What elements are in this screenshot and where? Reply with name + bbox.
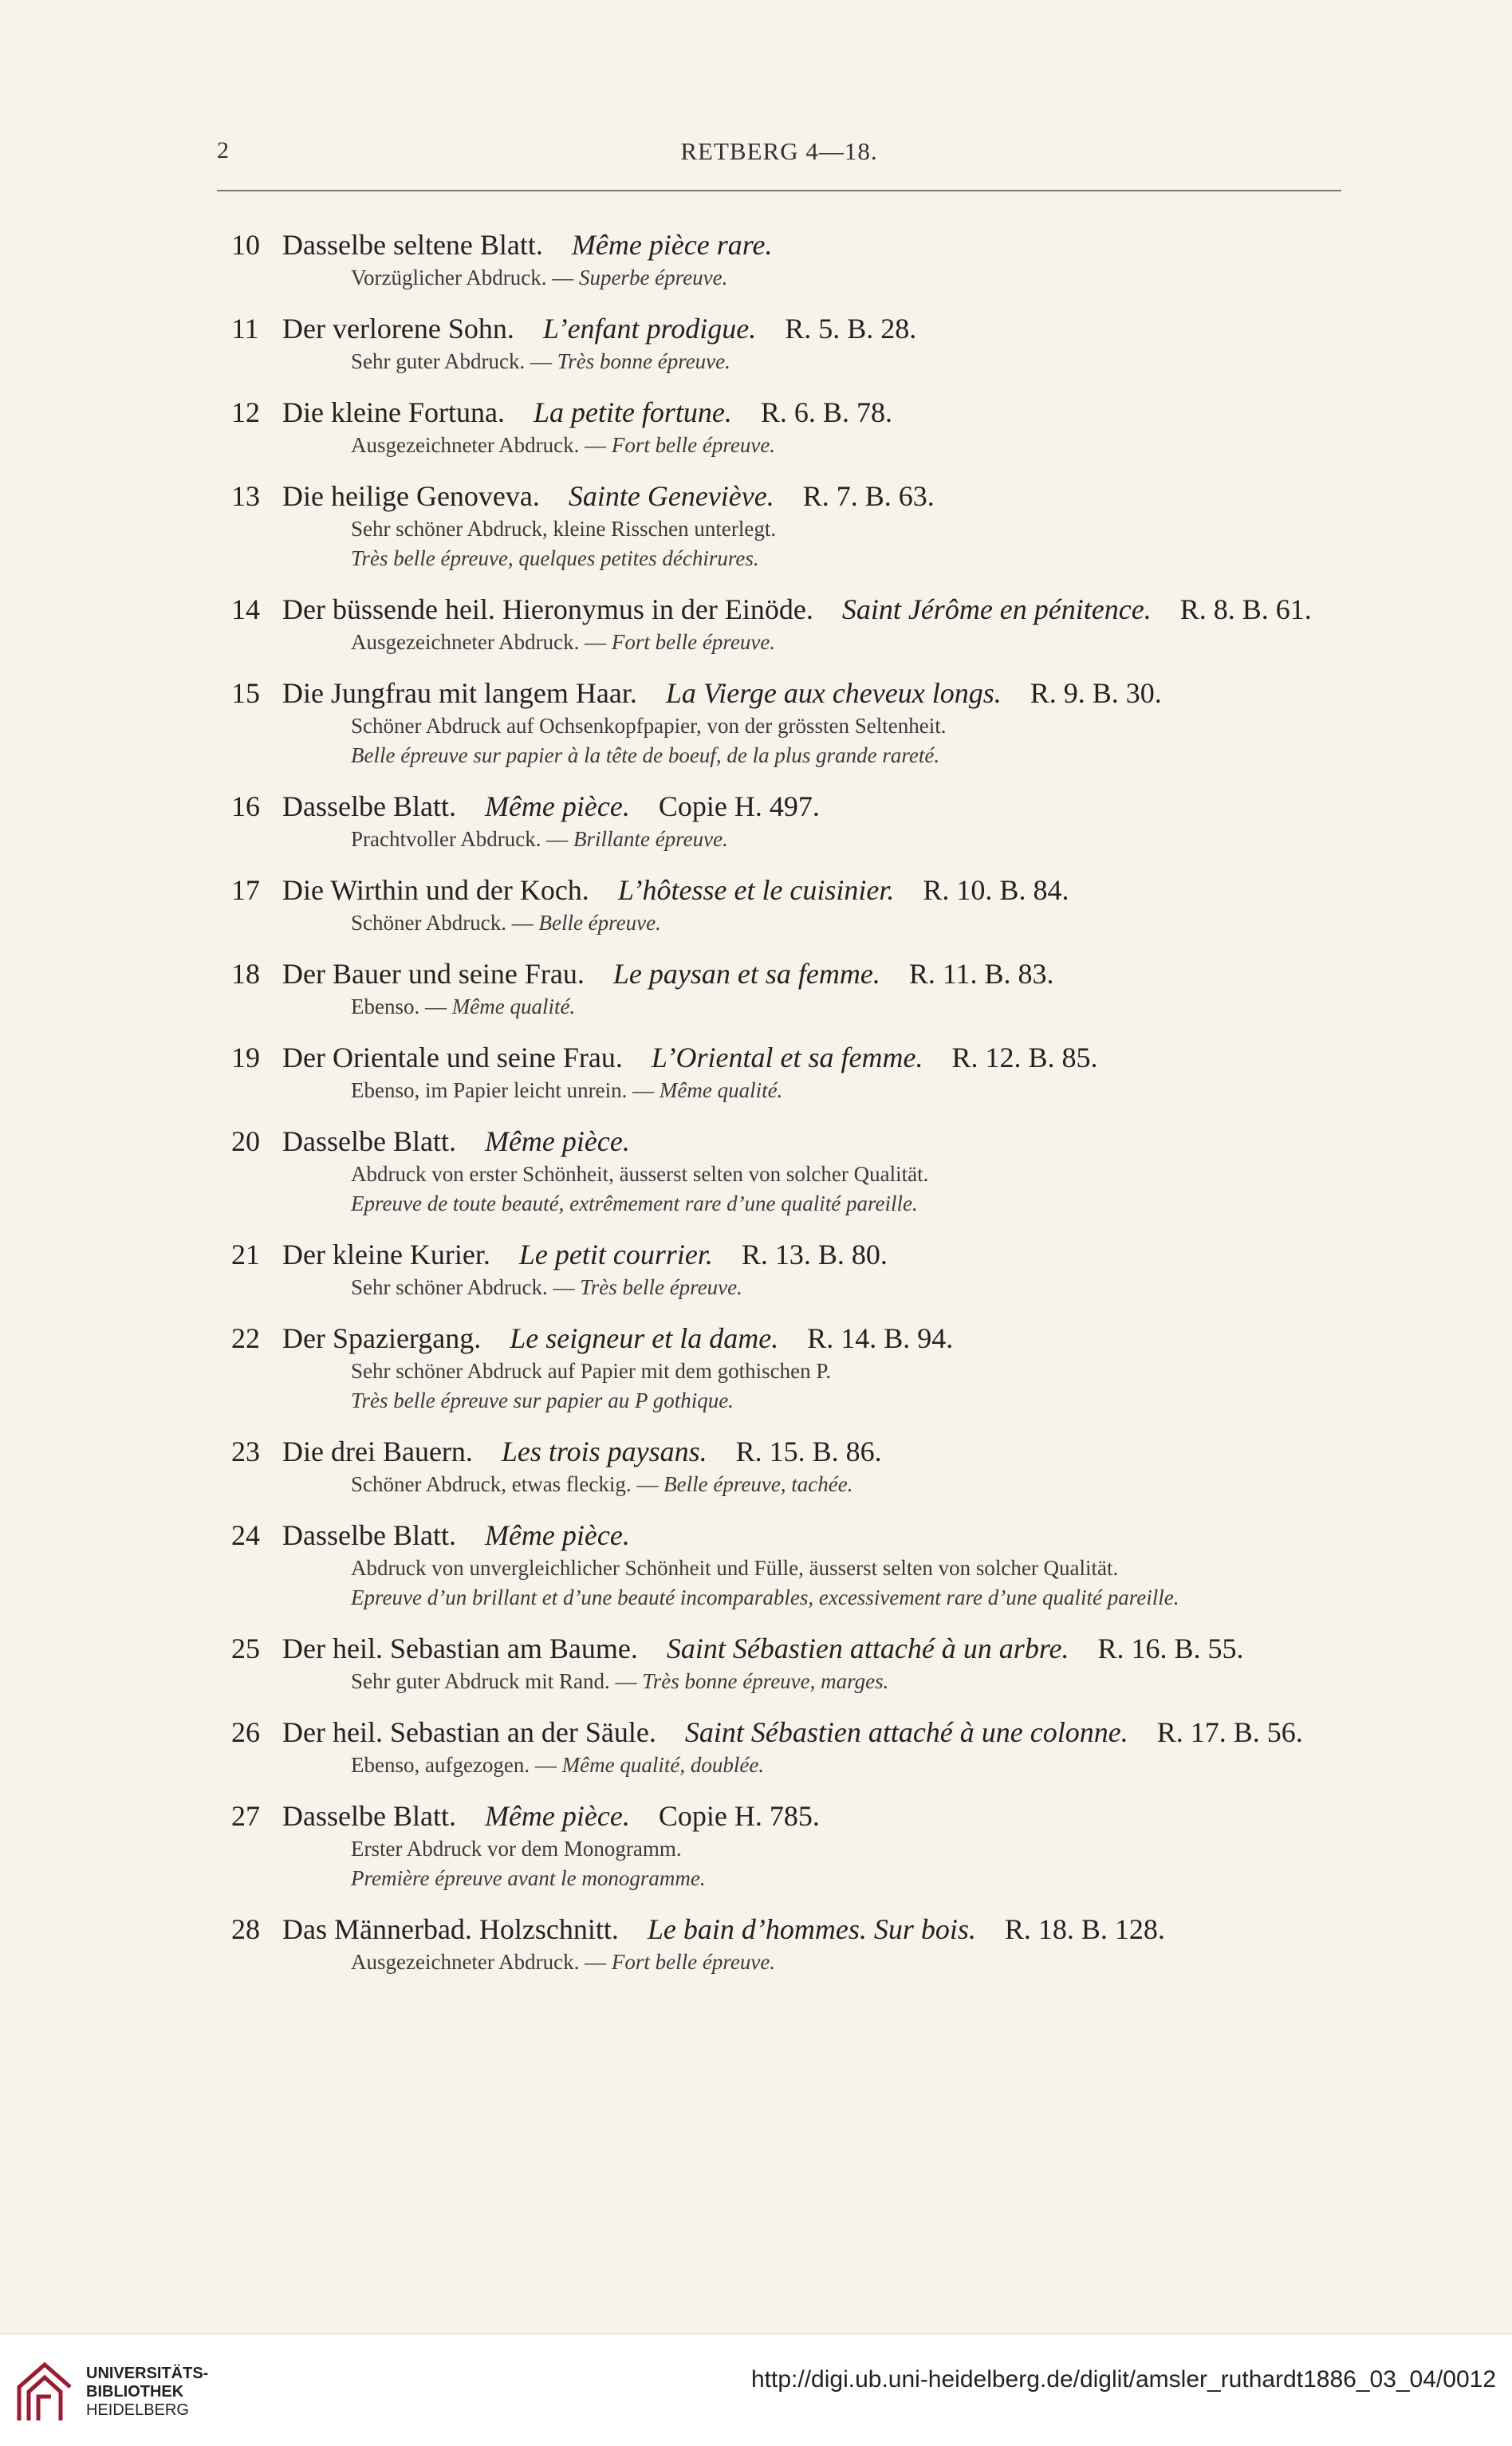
entry-heading — [231, 478, 1348, 514]
entry-title: Dasselbe Blatt. — [282, 790, 456, 822]
entry-french-title: Saint Jérôme en pénitence. — [841, 593, 1152, 625]
catalogue-entry — [231, 675, 1348, 770]
description-text: Schöner Abdruck auf Ochsenkopfpapier, von der grössten Seltenheit. — [351, 714, 947, 738]
entry-number: 17 — [231, 874, 260, 906]
entry-title: Die heilige Genoveva. — [282, 480, 540, 512]
description-text: Schöner Abdruck. — — [351, 911, 539, 935]
description-text: Ebenso, aufgezogen. — — [351, 1753, 562, 1777]
entry-heading — [231, 1039, 1348, 1076]
description-text: Sehr guter Abdruck mit Rand. — — [351, 1669, 643, 1693]
catalogue-entry — [231, 788, 1348, 854]
entry-heading — [231, 226, 1348, 263]
header-rule — [217, 190, 1341, 191]
entry-references: R. 8. B. 61. — [1179, 593, 1312, 625]
entry-french-title: Sainte Geneviève. — [568, 480, 774, 512]
description-french: Fort belle épreuve. — [611, 630, 776, 654]
entry-heading — [231, 872, 1348, 908]
catalogue-entry — [231, 1433, 1348, 1499]
page-number: 2 — [217, 137, 229, 163]
description-french: Belle épreuve. — [538, 911, 661, 935]
catalogue-entry — [231, 310, 1348, 376]
description-french: Très bonne épreuve. — [557, 349, 730, 373]
entry-references: Copie H. 785. — [658, 1800, 820, 1832]
entry-description — [231, 1667, 1348, 1696]
catalogue-entry — [231, 1798, 1348, 1893]
entry-french-title: Le petit courrier. — [518, 1239, 713, 1270]
entry-title: Der Bauer und seine Frau. — [282, 958, 585, 990]
entry-title: Der büssende heil. Hieronymus in der Einöde. — [282, 593, 813, 625]
entry-french-title: L’enfant prodigue. — [542, 313, 757, 345]
entry-title: Der heil. Sebastian am Baume. — [282, 1633, 638, 1664]
catalogue-entry — [231, 591, 1348, 657]
entry-references: R. 18. B. 128. — [1004, 1913, 1165, 1945]
entry-heading — [231, 1320, 1348, 1357]
entry-references: R. 16. B. 55. — [1097, 1633, 1244, 1664]
entry-number: 20 — [231, 1125, 260, 1157]
entry-references: R. 17. B. 56. — [1156, 1716, 1303, 1748]
entry-title: Dasselbe Blatt. — [282, 1800, 456, 1832]
entry-number: 14 — [231, 593, 260, 625]
entry-french-title: L’Oriental et sa femme. — [651, 1042, 923, 1073]
entry-number: 26 — [231, 1716, 260, 1748]
entry-references: R. 5. B. 28. — [785, 313, 917, 345]
entry-title: Die Jungfrau mit langem Haar. — [282, 677, 637, 709]
description-text: Sehr guter Abdruck. — — [351, 349, 557, 373]
entry-number: 22 — [231, 1322, 260, 1354]
entry-title: Dasselbe Blatt. — [282, 1519, 456, 1551]
entry-description — [231, 1834, 1348, 1864]
entry-title: Der kleine Kurier. — [282, 1239, 490, 1270]
entry-references: R. 11. B. 83. — [908, 958, 1054, 990]
entry-heading — [231, 591, 1348, 628]
entry-french-title: Le paysan et sa femme. — [612, 958, 880, 990]
entry-description — [231, 711, 1348, 741]
description-text: Ausgezeichneter Abdruck. — — [351, 433, 612, 457]
entry-title: Die Wirthin und der Koch. — [282, 874, 589, 906]
entry-description — [231, 1076, 1348, 1105]
catalogue-entry — [231, 1039, 1348, 1105]
entry-heading — [231, 1630, 1348, 1667]
entry-description — [231, 514, 1348, 544]
entry-description — [231, 1273, 1348, 1302]
description-text: Abdruck von unvergleichlicher Schönheit und Fülle, äusserst selten von solcher Qualität. — [351, 1556, 1119, 1580]
description-text: Abdruck von erster Schönheit, äusserst selten von solcher Qualität. — [351, 1162, 929, 1186]
entry-description — [231, 1160, 1348, 1189]
description-french: Première épreuve avant le monogramme. — [351, 1866, 706, 1890]
entry-number: 23 — [231, 1436, 260, 1467]
catalogue-entry — [231, 1236, 1348, 1302]
description-text: Sehr schöner Abdruck, kleine Risschen unterlegt. — [351, 517, 777, 541]
entry-description — [231, 1864, 1348, 1893]
description-french: Très bonne épreuve, marges. — [642, 1669, 889, 1693]
entry-number: 25 — [231, 1633, 260, 1664]
entry-description — [231, 992, 1348, 1022]
description-french: Epreuve de toute beauté, extrêmement rare d’une qualité pareille. — [351, 1191, 918, 1215]
entry-french-title: Même pièce. — [484, 790, 630, 822]
entry-number: 28 — [231, 1913, 260, 1945]
description-french: Même qualité, doublée. — [561, 1753, 765, 1777]
entry-description — [231, 1948, 1348, 1977]
catalogue-entry — [231, 1517, 1348, 1613]
description-french: Très belle épreuve. — [580, 1275, 742, 1299]
entry-french-title: Même pièce rare. — [571, 229, 773, 261]
entry-description — [231, 825, 1348, 854]
entry-number: 13 — [231, 480, 260, 512]
library-logo-icon — [14, 2358, 75, 2425]
entry-heading — [231, 310, 1348, 347]
description-text: Schöner Abdruck, etwas fleckig. — — [351, 1472, 664, 1496]
entry-number: 11 — [231, 313, 259, 345]
description-text: Erster Abdruck vor dem Monogramm. — [351, 1837, 682, 1861]
logo-line-3: HEIDELBERG — [86, 2401, 189, 2419]
entry-title: Der verlorene Sohn. — [282, 313, 514, 345]
catalogue-entry — [231, 872, 1348, 938]
entry-french-title: Saint Sébastien attaché à un arbre. — [666, 1633, 1069, 1664]
catalogue-entry — [231, 1630, 1348, 1696]
description-text: Ebenso. — — [351, 995, 452, 1018]
entry-french-title: L’hôtesse et le cuisinier. — [617, 874, 895, 906]
catalogue-entry — [231, 394, 1348, 460]
description-text: Ebenso, im Papier leicht unrein. — — [351, 1078, 660, 1102]
entry-references: R. 15. B. 86. — [735, 1436, 882, 1467]
entry-title: Der Spaziergang. — [282, 1322, 482, 1354]
entry-number: 15 — [231, 677, 260, 709]
footer-bar — [0, 2334, 1512, 2446]
entry-french-title: Même pièce. — [484, 1800, 630, 1832]
description-text: Ausgezeichneter Abdruck. — — [351, 1950, 612, 1974]
description-text: Sehr schöner Abdruck auf Papier mit dem gothischen P. — [351, 1359, 832, 1383]
entry-description — [231, 544, 1348, 573]
entry-number: 27 — [231, 1800, 260, 1832]
description-text: Vorzüglicher Abdruck. — — [351, 266, 579, 290]
catalogue-entry — [231, 1123, 1348, 1219]
catalogue-entry — [231, 226, 1348, 293]
entry-title: Dasselbe Blatt. — [282, 1125, 456, 1157]
entry-description — [231, 1583, 1348, 1613]
description-text: Prachtvoller Abdruck. — — [351, 827, 573, 851]
logo-line-2: BIBLIOTHEK — [86, 2383, 184, 2401]
entry-description — [231, 1386, 1348, 1416]
description-french: Fort belle épreuve. — [611, 1950, 776, 1974]
entry-french-title: La petite fortune. — [533, 396, 732, 428]
entry-references: R. 12. B. 85. — [951, 1042, 1098, 1073]
entry-references: R. 14. B. 94. — [807, 1322, 954, 1354]
entry-title: Das Männerbad. Holzschnitt. — [282, 1913, 619, 1945]
entry-heading — [231, 1798, 1348, 1834]
entry-description — [231, 908, 1348, 938]
entry-description — [231, 1357, 1348, 1386]
description-french: Très belle épreuve sur papier au P gothique. — [351, 1388, 734, 1412]
entry-references: R. 13. B. 80. — [741, 1239, 888, 1270]
catalogue-entries — [231, 226, 1348, 1995]
entry-heading — [231, 394, 1348, 431]
entry-heading — [231, 1123, 1348, 1160]
description-french: Fort belle épreuve. — [611, 433, 776, 457]
entry-number: 19 — [231, 1042, 260, 1073]
description-french: Même qualité. — [451, 995, 576, 1018]
entry-description — [231, 1470, 1348, 1499]
entry-title: Die drei Bauern. — [282, 1436, 473, 1467]
entry-heading — [231, 1236, 1348, 1273]
entry-heading — [231, 675, 1348, 711]
description-french: Superbe épreuve. — [578, 266, 728, 290]
entry-description — [231, 1189, 1348, 1219]
catalogue-entry — [231, 1911, 1348, 1977]
logo-line-1: UNIVERSITÄTS- — [86, 2365, 209, 2382]
catalogue-entry — [231, 1714, 1348, 1780]
description-text: Ausgezeichneter Abdruck. — — [351, 630, 612, 654]
entry-heading — [231, 1911, 1348, 1948]
entry-title: Der Orientale und seine Frau. — [282, 1042, 623, 1073]
running-head: RETBERG 4—18. — [680, 137, 878, 165]
entry-title: Der heil. Sebastian an der Säule. — [282, 1716, 656, 1748]
entry-french-title: Les trois paysans. — [501, 1436, 707, 1467]
catalogue-entry — [231, 955, 1348, 1022]
entry-heading — [231, 1517, 1348, 1554]
entry-number: 18 — [231, 958, 260, 990]
description-french: Belle épreuve, tachée. — [663, 1472, 853, 1496]
entry-description — [231, 1554, 1348, 1583]
description-french: Même qualité. — [659, 1078, 783, 1102]
catalogue-entry — [231, 478, 1348, 573]
entry-number: 16 — [231, 790, 260, 822]
description-text: Sehr schöner Abdruck. — — [351, 1275, 581, 1299]
entry-description — [231, 741, 1348, 770]
entry-description — [231, 263, 1348, 293]
description-french: Epreuve d’un brillant et d’une beauté incomparables, excessivement rare d’une qualité pareille. — [351, 1585, 1179, 1609]
description-french: Belle épreuve sur papier à la tête de boeuf, de la plus grande rareté. — [351, 743, 940, 767]
entry-french-title: Saint Sébastien attaché à une colonne. — [684, 1716, 1128, 1748]
entry-number: 10 — [231, 229, 260, 261]
entry-heading — [231, 788, 1348, 825]
entry-references: R. 10. B. 84. — [923, 874, 1069, 906]
entry-french-title: Le bain d’hommes. Sur bois. — [647, 1913, 976, 1945]
entry-french-title: La Vierge aux cheveux longs. — [665, 677, 1002, 709]
entry-description — [231, 628, 1348, 657]
entry-description — [231, 431, 1348, 460]
entry-heading — [231, 955, 1348, 992]
entry-references: Copie H. 497. — [658, 790, 820, 822]
entry-description — [231, 347, 1348, 376]
page-header — [217, 137, 1341, 172]
entry-french-title: Le seigneur et la dame. — [510, 1322, 779, 1354]
entry-french-title: Même pièce. — [484, 1125, 630, 1157]
catalogue-entry — [231, 1320, 1348, 1416]
entry-title: Die kleine Fortuna. — [282, 396, 505, 428]
entry-french-title: Même pièce. — [484, 1519, 630, 1551]
source-url-link[interactable]: http://digi.ub.uni-heidelberg.de/diglit/amsler_ruthardt1886_03_04/0012 — [751, 2366, 1496, 2393]
entry-description — [231, 1751, 1348, 1780]
entry-references: R. 9. B. 30. — [1030, 677, 1162, 709]
entry-number: 21 — [231, 1239, 260, 1270]
entry-number: 24 — [231, 1519, 260, 1551]
description-french: Très belle épreuve, quelques petites déchirures. — [351, 546, 759, 570]
description-french: Brillante épreuve. — [573, 827, 728, 851]
library-logo-text — [86, 2365, 208, 2420]
entry-references: R. 7. B. 63. — [802, 480, 935, 512]
entry-number: 12 — [231, 396, 260, 428]
entry-title: Dasselbe seltene Blatt. — [282, 229, 543, 261]
entry-references: R. 6. B. 78. — [760, 396, 892, 428]
entry-heading — [231, 1433, 1348, 1470]
entry-heading — [231, 1714, 1348, 1751]
